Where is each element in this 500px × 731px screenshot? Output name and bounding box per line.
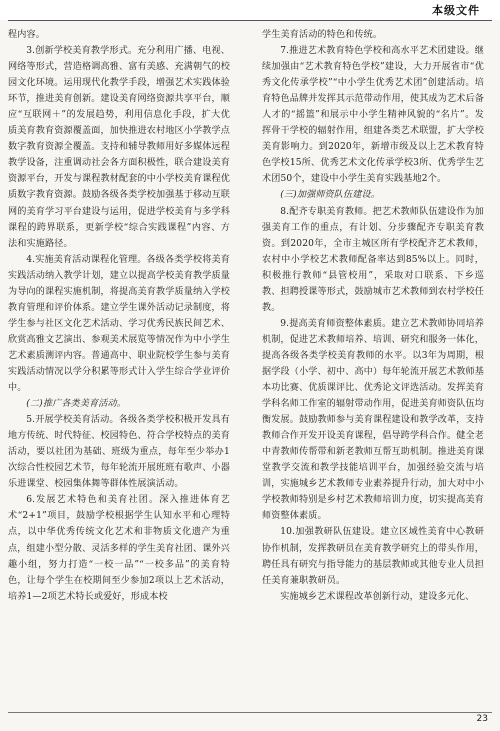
section-heading-teacher-team: (三)加强师资队伍建设。 [280,190,381,201]
right-text-column [262,27,484,605]
continuation-text: 学生美育活动的特色和传统。 [262,30,383,40]
paragraph-featured-schools: 7.推进艺术教育特色学校和高水平艺术团建设。继续加强由“艺术教育特色学校”建设，大力开展省市“优秀文化传承学校”“中小学生优秀艺术团”创建活动。培育特色品牌并发挥其示范带动作用，使其成为艺术后备人才的“摇篮”和展示中小学生精神风貌的“名片”。发挥骨干学校的辐射作用，组建各类艺术联盟，扩大学校美育影响力。到2020年，新增市级及以上艺术教育特色学校15所、优秀艺术文化传承学校3所、优秀学生艺术团50个，建设中小学生美育实践基地2个。 [262,46,484,185]
continuation-text: 程内容。 [8,30,45,40]
paragraph-curriculum-management: 4.实施美育活动课程化管理。各级各类学校将美育实践活动纳入教学计划，建立以提高学校美育教学质量为导向的课程实施机制，将提高美育教学质量纳入学校教育管理和评价体系。建立学生课外活动记录制度，将学生参与社区文化艺术活动、学习优秀民族民间艺术、欣赏高雅文艺演出、参观美术展览等情况作为中小学生艺术素质测评内容。普通高中、职业院校学生参与美育实践活动情况以学分积累等形式计入学生综合学业评价中。 [8,254,230,394]
paragraph-school-activities: 5.开展学校美育活动。各级各类学校积极开发具有地方传统、时代特征、校园特色、符合学校特点的美育活动，要以社团为基础、班级为重点，每年至少举办1次综合性校园艺术节，每年轮流开展班班有歌声、小器乐进课堂、校园集体舞等群体性展演活动。 [8,415,230,490]
header-rule [8,20,492,21]
page-header [0,0,500,20]
document-category-label: 本级文件 [432,4,480,17]
paragraph-teacher-quality: 9.提高美育师资整体素质。建立艺术教师协同培养机制，促进艺术教师培养、培训、研究和服务一体化，提高各级各类学校美育教师的水平。以3年为周期，根据学段（小学、初中、高中）每年轮流开展艺术教师基本功比赛、优质课评比、优秀论文评选活动。发挥美育学科名师工作室的辐射带动作用，促进美育师资队伍均衡发展。鼓励教师参与美育课程建设和教学改革，支持教师合作开发开设美育课程，倡导跨学科合作。健全老中青教师传帮带和新老教师互帮互助机制。推进美育课堂教学交流和教学技能培训平台，加强经验交流与培训，实施城乡艺术教师专业素养提升行动，加大对中小学校教师特别是乡村艺术教师培训力度，切实提高美育师资整体素质。 [262,318,484,522]
paragraph-curriculum-reform: 实施城乡艺术课程改革创新行动，建设多元化、 [280,591,475,602]
section-heading-promote-activities: (二)推广各类美育活动。 [26,399,127,410]
left-text-column [8,27,230,605]
paragraph-innovate-teaching-forms: 3.创新学校美育教学形式。充分利用广播、电视、网络等形式，营造格调高雅、富有美感、充满朝气的校园文化环境。运用现代化教学手段，增强艺术实践体验环节，推进美育创新。建设美育网络资源共享平台，顺应“互联网＋”的发展趋势，利用信息化手段，扩大优质美育教育资源覆盖面，加快推进农村地区小学教学点数字教育资源全覆盖。支持和辅导教师用好多媒体远程教学设备，注重调动社会各方面积极性，联合建设美育资源平台，开发与课程教材配套的中小学校美育课程优质数字教育资源。鼓励各级各类学校加强基于移动互联网的美育学习平台建设与运用，促进学校美育与多学科课程的跨界联系，更新学校“综合实践课程”内容、方法和实施路径。 [8,46,230,249]
paragraph-full-time-teachers: 8.配齐专职美育教师。把艺术教师队伍建设作为加强美育工作的重点，有计划、分步骤配齐专职美育教资。到2020年，全市主城区所有学校配齐艺术教师，农村中小学校艺术教师配备率达到85%以上。同时，积极推行教师“县管校用”，采取对口联系、下乡巡教、担聘授课等形式，鼓励城市艺术教师到农村学校任教。 [262,206,484,313]
paragraph-research-team: 10.加强教研队伍建设。建立区域性美育中心教研协作机制，发挥教研员在美育教学研究上的带头作用，聘任具有研究与指导能力的基层教师或其他专业人员担任美育兼职教研员。 [262,527,484,586]
footer-rule [8,712,492,713]
paragraph-art-societies: 6.发展艺术特色和美育社团。深入推进体育艺术“2+1”项目，鼓励学校根据学生认知水平和心理特点，以中华优秀传统文化艺术和非物质文化遗产为重点，组建小型分散、灵活多样的学生美育社团、课外兴趣小组，努力打造“一校一品”“一校多品”的美育特色，让每个学生在校期间至少参加2项以上艺术活动，培养1—2项艺术特长或爱好，形成本校 [8,495,230,602]
page-number: 23 [476,714,488,724]
